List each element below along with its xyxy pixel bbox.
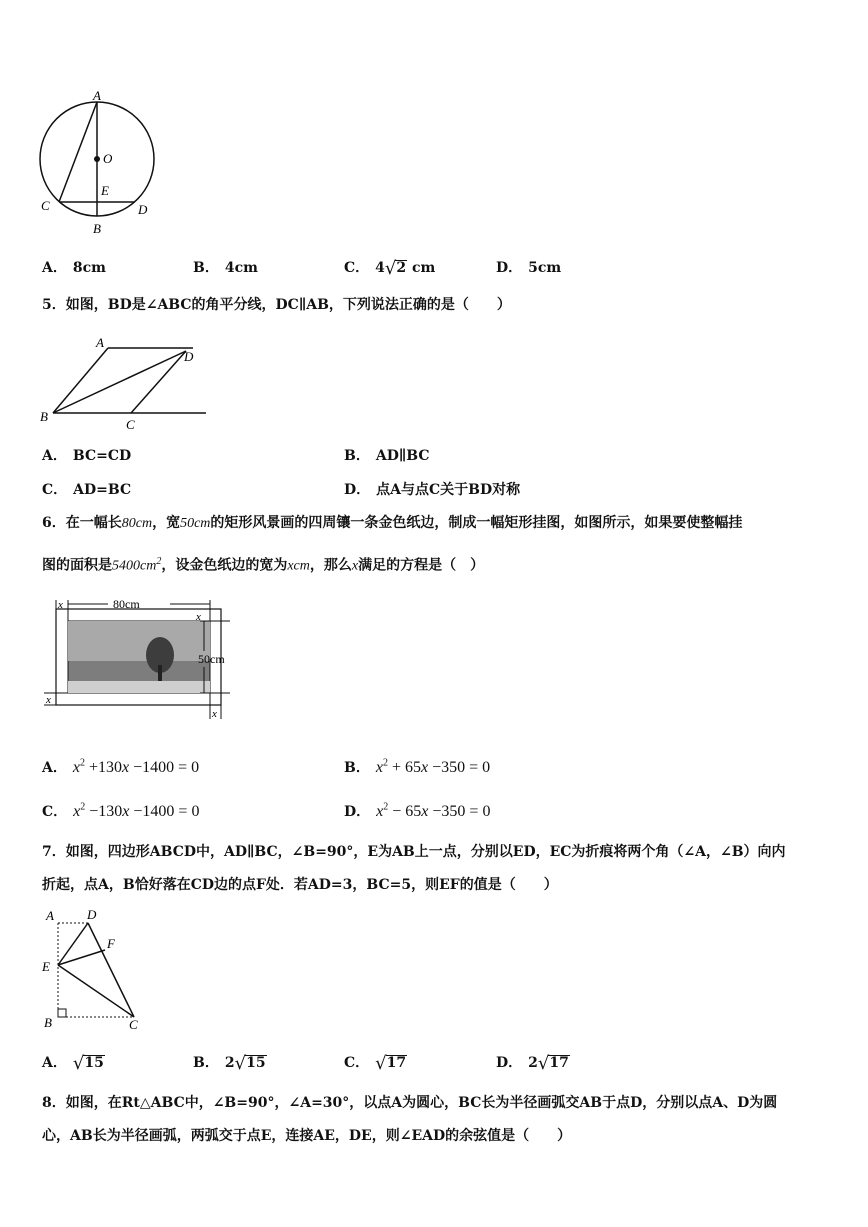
label-50cm: 50cm — [198, 652, 225, 666]
q5-option-a[interactable]: A． BC=CD — [42, 448, 132, 464]
circle-figure — [35, 88, 160, 238]
q7-option-c[interactable]: C． √17 — [344, 1053, 407, 1074]
label-O: O — [103, 151, 113, 166]
q6-option-a[interactable]: A． $x^2 +130x -1400 = 0$ — [42, 757, 200, 776]
label-B: B — [44, 1015, 52, 1030]
label-D: D — [184, 349, 194, 364]
label-C: C — [129, 1017, 138, 1032]
label-C: C — [41, 198, 50, 213]
q7-option-b[interactable]: B． 2√15 — [193, 1053, 266, 1074]
parallelogram-figure — [38, 333, 208, 433]
q6-option-b[interactable]: B． $x^2 + 65x -350 = 0$ — [344, 757, 491, 776]
q5-stem: 5．如图，BD是∠ABC的角平分线，DC∥AB，下列说法正确的是（ ） — [42, 297, 511, 313]
label-x-bottom: x — [212, 708, 217, 720]
quadrilateral-figure — [38, 905, 148, 1033]
q5-option-b[interactable]: B． AD∥BC — [344, 448, 430, 464]
q7-option-d[interactable]: D． 2√17 — [496, 1053, 569, 1074]
q6-option-d[interactable]: D． $x^2 - 65x -350 = 0$ — [344, 801, 491, 820]
q5-option-c[interactable]: C． AD=BC — [42, 482, 132, 498]
label-E: E — [101, 183, 109, 198]
q8-stem-line2: 心，AB长为半径画弧，两弧交于点E，连接AE，DE，则∠EAD的余弦值是（ ） — [42, 1128, 572, 1144]
q5-option-d[interactable]: D． 点A与点C关于BD对称 — [344, 482, 521, 498]
q6-stem-line2: 图的面积是$5400cm^2$，设金色纸边的宽为xcm，那么x满足的方程是（ ） — [42, 556, 485, 574]
q6-option-c[interactable]: C． $x^2 -130x -1400 = 0$ — [42, 801, 200, 820]
q7-stem-line1: 7．如图，四边形ABCD中，AD∥BC，∠B=90°，E为AB上一点，分别以ED，EC为折痕将两个角（∠A，∠B）向内 — [42, 844, 786, 860]
label-D: D — [87, 907, 97, 922]
label-A: A — [96, 335, 104, 350]
label-D: D — [138, 202, 148, 217]
q4-option-d[interactable]: D． 5cm — [496, 260, 562, 276]
label-x-top: x — [58, 599, 63, 611]
label-A: A — [93, 88, 101, 103]
q7-stem-line2: 折起，点A，B恰好落在CD边的点F处．若AD=3，BC=5，则EF的值是（ ） — [42, 877, 558, 893]
label-F: F — [107, 936, 115, 951]
label-x-right: x — [196, 611, 201, 623]
q4-option-a[interactable]: A． 8cm — [42, 260, 106, 276]
framed-picture-figure — [40, 595, 235, 720]
label-x-left: x — [46, 694, 51, 706]
q7-option-a[interactable]: A． √15 — [42, 1053, 104, 1074]
q4-option-c[interactable]: C． 4√2 cm — [344, 258, 436, 279]
q8-stem-line1: 8．如图，在Rt△ABC中，∠B=90°，∠A=30°，以点A为圆心，BC长为半径画弧交AB于点D，分别以点A、D为圆 — [42, 1095, 778, 1111]
label-E: E — [42, 959, 50, 974]
q4-option-b[interactable]: B． 4cm — [193, 260, 258, 276]
label-A: A — [46, 908, 54, 923]
label-C: C — [126, 417, 135, 432]
label-B: B — [40, 409, 48, 424]
label-80cm: 80cm — [113, 597, 140, 611]
label-B: B — [93, 221, 101, 236]
q6-stem-line1: 6．在一幅长80cm，宽50cm的矩形风景画的四周镶一条金色纸边，制成一幅矩形挂图，如图所示，如果要使整幅挂 — [42, 515, 743, 531]
